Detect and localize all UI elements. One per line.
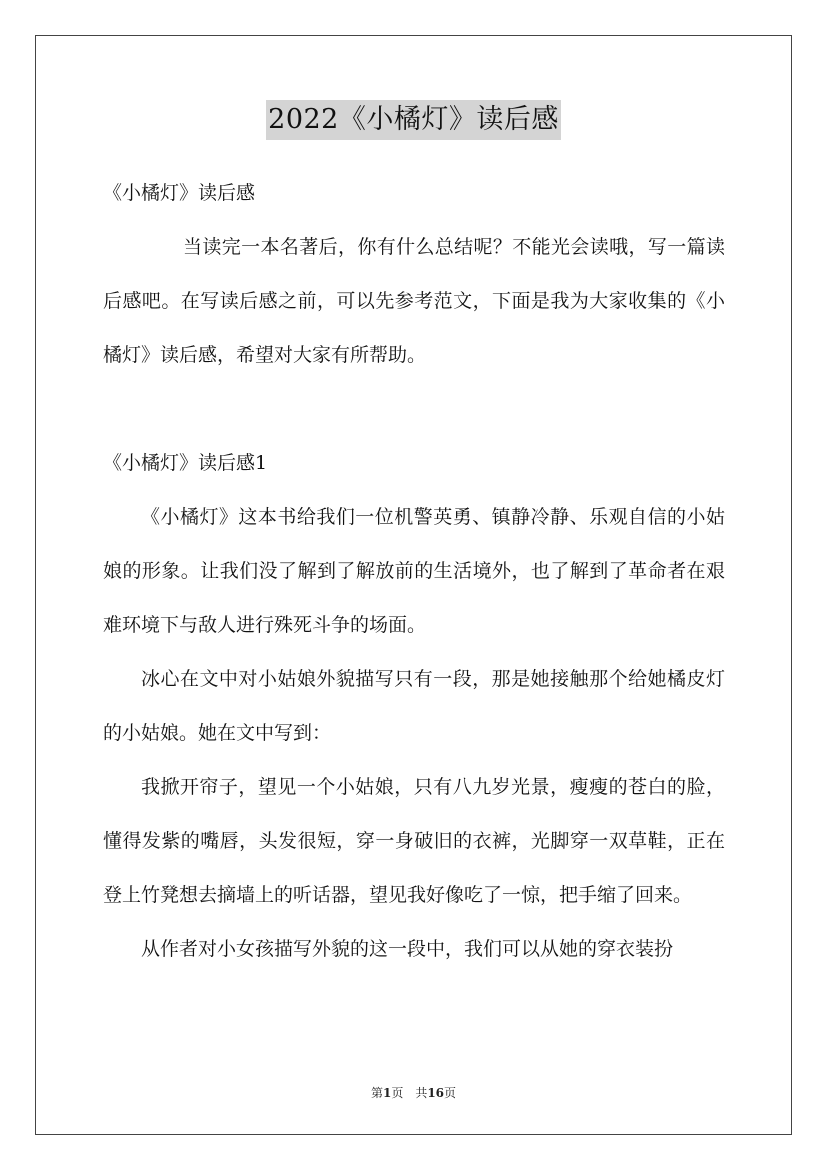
title-container	[0, 100, 827, 140]
body-paragraph: 冰心在文中对小姑娘外貌描写只有一段，那是她接触那个给她橘皮灯的小姑娘。她在文中写到：	[103, 668, 725, 744]
paragraph-spacer	[103, 382, 725, 436]
body-paragraph: 从作者对小女孩描写外貌的这一段中，我们可以从她的穿衣装扮	[141, 938, 674, 960]
intro-heading: 《小橘灯》读后感	[103, 182, 256, 204]
page-number-mid: 页 共	[391, 1086, 428, 1100]
page-number-total: 16	[427, 1086, 445, 1100]
document-title: 2022《小橘灯》读后感	[266, 100, 561, 140]
page-number-suffix: 页	[444, 1086, 457, 1100]
body-paragraph: 我掀开帘子，望见一个小姑娘，只有八九岁光景，瘦瘦的苍白的脸，懂得发紫的嘴唇，头发很短，穿一身破旧的衣裤，光脚穿一双草鞋，正在登上竹凳想去摘墙上的听话器，望见我好像吃了一惊，把手缩了回来。	[103, 776, 725, 906]
page-number-current: 1	[382, 1086, 392, 1100]
document-body	[103, 166, 725, 976]
page-footer	[0, 1084, 827, 1102]
intro-paragraph: 当读完一本名著后，你有什么总结呢？不能光会读哦，写一篇读后感吧。在写读后感之前，可以先参考范文，下面是我为大家收集的《小橘灯》读后感，希望对大家有所帮助。	[103, 236, 725, 366]
section-heading: 《小橘灯》读后感1	[103, 452, 268, 474]
page-number-prefix: 第	[370, 1086, 383, 1100]
body-paragraph: 《小橘灯》这本书给我们一位机警英勇、镇静冷静、乐观自信的小姑娘的形象。让我们没了解到了解放前的生活境外，也了解到了革命者在艰难环境下与敌人进行殊死斗争的场面。	[103, 506, 725, 636]
